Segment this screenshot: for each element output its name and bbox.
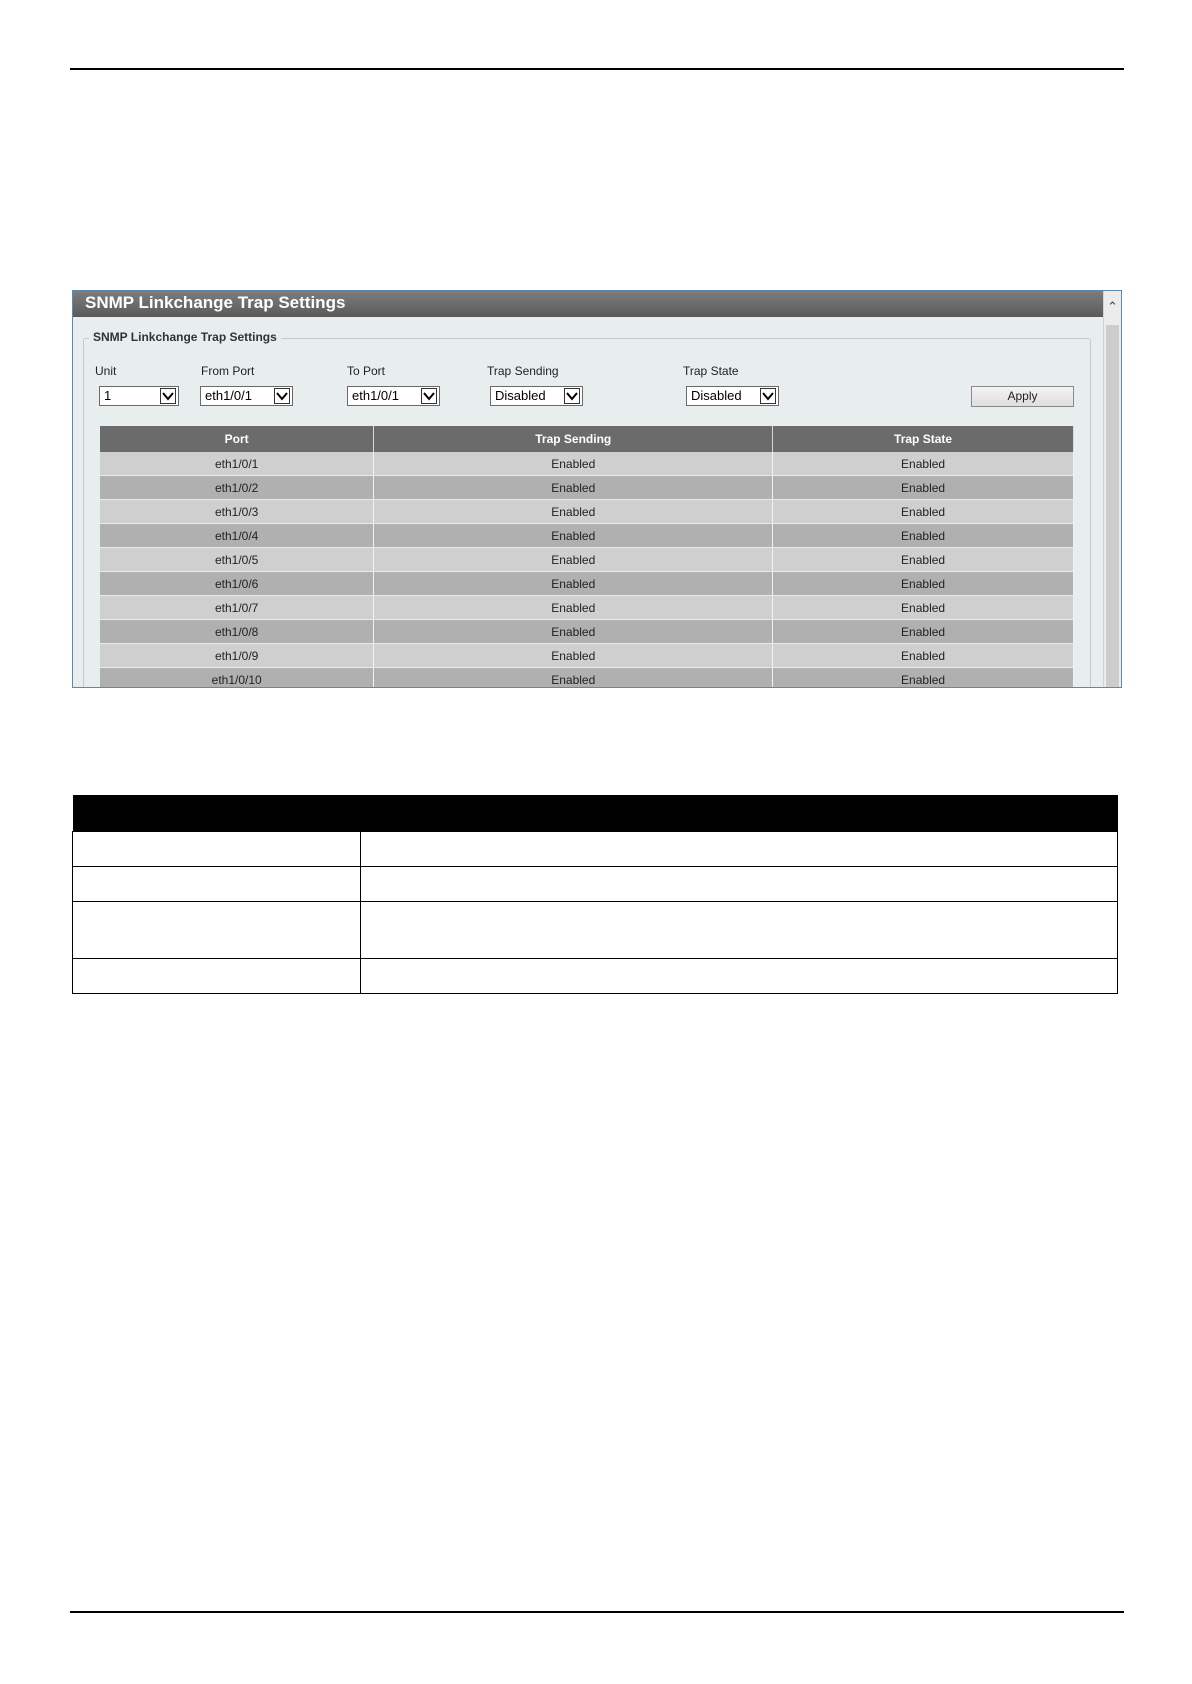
unit-label: Unit	[95, 364, 117, 378]
params-row	[73, 902, 1118, 959]
chevron-down-icon[interactable]	[274, 388, 290, 404]
port-cell: eth1/0/10	[100, 668, 374, 689]
trap-state-cell: Enabled	[773, 668, 1074, 689]
params-header-row	[73, 795, 1118, 832]
trap-state-cell: Enabled	[773, 572, 1074, 596]
bottom-divider	[70, 1611, 1124, 1613]
trap-sending-cell: Enabled	[374, 596, 773, 620]
table-row	[100, 620, 1074, 644]
trap-state-select[interactable]	[686, 386, 779, 406]
col-header-trap-sending: Trap Sending	[374, 426, 773, 452]
table-row	[100, 548, 1074, 572]
trap-sending-select[interactable]	[490, 386, 583, 406]
unit-select-value: 1	[104, 388, 112, 403]
trap-sending-select-value: Disabled	[495, 388, 546, 403]
to-port-select[interactable]	[347, 386, 440, 406]
port-cell: eth1/0/4	[100, 524, 374, 548]
trap-state-cell: Enabled	[773, 620, 1074, 644]
trap-sending-cell: Enabled	[374, 620, 773, 644]
trap-state-cell: Enabled	[773, 596, 1074, 620]
port-cell: eth1/0/5	[100, 548, 374, 572]
chevron-down-icon[interactable]	[760, 388, 776, 404]
port-cell: eth1/0/1	[100, 452, 374, 476]
port-cell: eth1/0/9	[100, 644, 374, 668]
panel-title: SNMP Linkchange Trap Settings	[85, 293, 346, 312]
table-row	[100, 572, 1074, 596]
port-cell: eth1/0/8	[100, 620, 374, 644]
trap-state-label: Trap State	[683, 364, 739, 378]
chevron-down-icon[interactable]	[564, 388, 580, 404]
port-cell: eth1/0/6	[100, 572, 374, 596]
param-name-cell	[73, 832, 361, 867]
trap-state-cell: Enabled	[773, 548, 1074, 572]
trap-sending-cell: Enabled	[374, 476, 773, 500]
fieldset-legend: SNMP Linkchange Trap Settings	[89, 330, 281, 344]
table-row	[100, 644, 1074, 668]
col-header-port: Port	[100, 426, 374, 452]
table-row	[100, 668, 1074, 689]
param-desc-cell	[360, 959, 1117, 994]
trap-state-cell: Enabled	[773, 452, 1074, 476]
from-port-select-value: eth1/0/1	[205, 388, 252, 403]
trap-state-cell: Enabled	[773, 500, 1074, 524]
params-row	[73, 867, 1118, 902]
parameter-description-table	[72, 795, 1118, 994]
trap-sending-cell: Enabled	[374, 452, 773, 476]
table-row	[100, 596, 1074, 620]
table-header-row	[100, 426, 1074, 452]
trap-sending-cell: Enabled	[374, 500, 773, 524]
trap-sending-cell: Enabled	[374, 548, 773, 572]
param-desc-cell	[360, 867, 1117, 902]
param-desc-cell	[360, 832, 1117, 867]
port-cell: eth1/0/3	[100, 500, 374, 524]
col-header-trap-state: Trap State	[773, 426, 1074, 452]
table-row	[100, 500, 1074, 524]
trap-sending-cell: Enabled	[374, 524, 773, 548]
chevron-down-icon[interactable]	[160, 388, 176, 404]
param-desc-cell	[360, 902, 1117, 959]
unit-select[interactable]	[99, 386, 179, 406]
param-name-cell	[73, 902, 361, 959]
scroll-up-icon[interactable]: ⌃	[1107, 299, 1118, 314]
snmp-linkchange-trap-panel	[72, 290, 1122, 688]
trap-sending-cell: Enabled	[374, 572, 773, 596]
table-row	[100, 452, 1074, 476]
param-name-cell	[73, 959, 361, 994]
scrollbar-thumb[interactable]	[1106, 325, 1119, 688]
table-row	[100, 476, 1074, 500]
apply-button[interactable]: Apply	[971, 386, 1074, 407]
to-port-select-value: eth1/0/1	[352, 388, 399, 403]
top-divider	[70, 68, 1124, 70]
trap-sending-label: Trap Sending	[487, 364, 559, 378]
params-header-parameter	[73, 795, 361, 832]
vertical-scrollbar[interactable]	[1103, 291, 1121, 688]
port-trap-table	[100, 426, 1074, 688]
params-header-description	[360, 795, 1117, 832]
table-row	[100, 524, 1074, 548]
chevron-down-icon[interactable]	[421, 388, 437, 404]
trap-state-cell: Enabled	[773, 524, 1074, 548]
to-port-label: To Port	[347, 364, 386, 378]
trap-state-cell: Enabled	[773, 476, 1074, 500]
from-port-label: From Port	[201, 364, 255, 378]
params-row	[73, 832, 1118, 867]
panel-titlebar	[73, 291, 1103, 317]
port-cell: eth1/0/7	[100, 596, 374, 620]
params-row	[73, 959, 1118, 994]
trap-state-select-value: Disabled	[691, 388, 742, 403]
param-name-cell	[73, 867, 361, 902]
trap-sending-cell: Enabled	[374, 668, 773, 689]
trap-state-cell: Enabled	[773, 644, 1074, 668]
port-cell: eth1/0/2	[100, 476, 374, 500]
from-port-select[interactable]	[200, 386, 293, 406]
trap-sending-cell: Enabled	[374, 644, 773, 668]
